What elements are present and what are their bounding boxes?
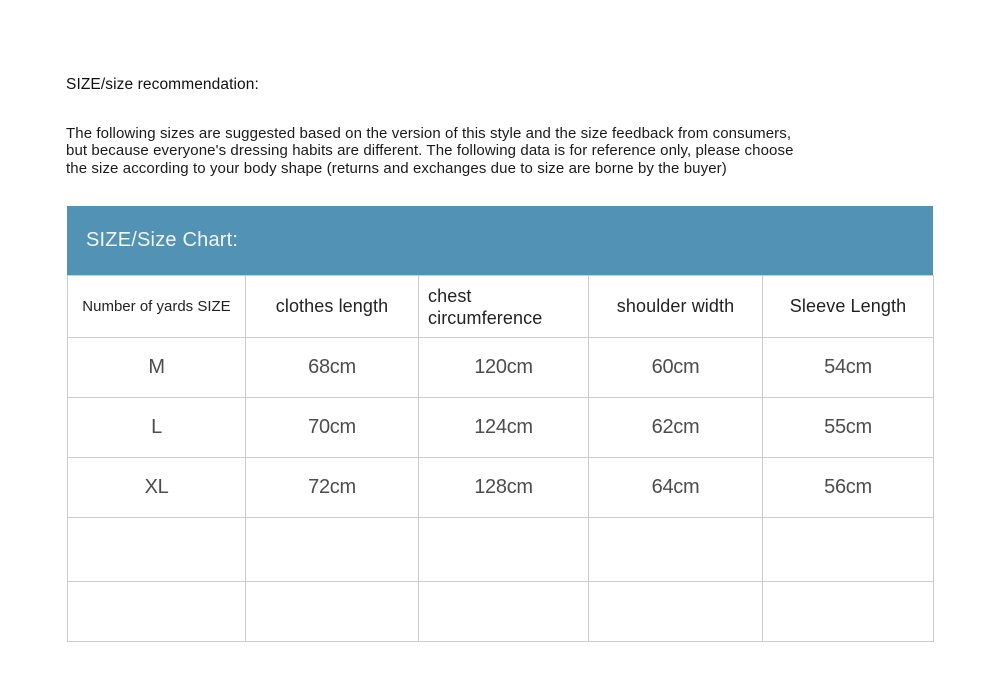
empty-cell xyxy=(68,582,246,642)
empty-cell xyxy=(246,518,419,582)
cell-shoulder-width: 60cm xyxy=(589,338,763,398)
empty-cell xyxy=(68,518,246,582)
empty-cell xyxy=(419,582,589,642)
size-table xyxy=(67,275,934,642)
size-row-empty xyxy=(68,582,934,642)
size-row-l xyxy=(68,398,934,458)
header-clothes-length: clothes length xyxy=(246,276,419,338)
cell-chest: 120cm xyxy=(419,338,589,398)
cell-size: L xyxy=(68,398,246,458)
empty-cell xyxy=(763,518,934,582)
empty-cell xyxy=(589,518,763,582)
empty-cell xyxy=(246,582,419,642)
size-table-header-row xyxy=(68,276,934,338)
cell-size: XL xyxy=(68,458,246,518)
size-disclaimer-paragraph xyxy=(66,125,946,177)
size-row-m xyxy=(68,338,934,398)
cell-clothes-length: 70cm xyxy=(246,398,419,458)
disclaimer-line-3: the size according to your body shape (returns and exchanges due to size are borne by the buyer) xyxy=(66,159,727,177)
size-row-xl xyxy=(68,458,934,518)
cell-chest: 124cm xyxy=(419,398,589,458)
size-chart-banner-label: SIZE/Size Chart: xyxy=(86,229,239,251)
size-row-empty xyxy=(68,518,934,582)
header-sleeve-length: Sleeve Length xyxy=(763,276,934,338)
cell-shoulder-width: 62cm xyxy=(589,398,763,458)
cell-chest: 128cm xyxy=(419,458,589,518)
header-shoulder-width: shoulder width xyxy=(589,276,763,338)
cell-size: M xyxy=(68,338,246,398)
cell-clothes-length: 68cm xyxy=(246,338,419,398)
cell-sleeve-length: 55cm xyxy=(763,398,934,458)
empty-cell xyxy=(419,518,589,582)
cell-sleeve-length: 54cm xyxy=(763,338,934,398)
cell-clothes-length: 72cm xyxy=(246,458,419,518)
size-chart-banner xyxy=(67,206,933,275)
size-recommendation-heading: SIZE/size recommendation: xyxy=(66,76,259,93)
header-chest-circumference: chest circumference xyxy=(419,276,589,338)
empty-cell xyxy=(589,582,763,642)
empty-cell xyxy=(763,582,934,642)
disclaimer-line-2: but because everyone's dressing habits are different. The following data is for reference only, please choose xyxy=(66,142,794,160)
disclaimer-line-1: The following sizes are suggested based on the version of this style and the size feedback from consumers, xyxy=(66,125,792,142)
cell-shoulder-width: 64cm xyxy=(589,458,763,518)
header-size-label: Number of yards SIZE xyxy=(68,276,246,338)
cell-sleeve-length: 56cm xyxy=(763,458,934,518)
